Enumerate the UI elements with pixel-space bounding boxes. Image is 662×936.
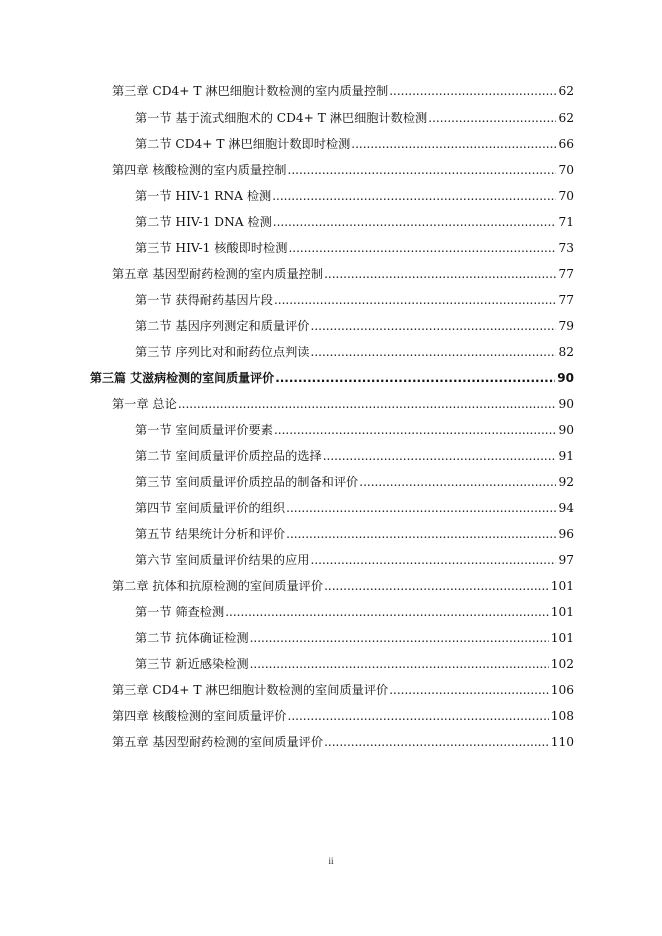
toc-entry-page: 79: [558, 319, 574, 333]
dot-leader: [274, 422, 557, 438]
toc-entry[interactable]: [135, 110, 574, 126]
toc-entry-page: 66: [558, 137, 574, 151]
dot-leader: [323, 448, 557, 464]
toc-entry-page: 71: [558, 215, 574, 229]
toc-entry[interactable]: [135, 604, 574, 620]
toc-entry-page: 62: [558, 111, 574, 125]
toc-entry-page: 82: [558, 345, 574, 359]
toc-entry-label: 第五章 基因型耐药检测的室内质量控制: [112, 267, 324, 281]
toc-entry-page: 101: [550, 631, 574, 645]
toc-entry-page: 106: [550, 683, 574, 697]
toc-entry[interactable]: [135, 656, 574, 672]
toc-entry-label: 第六节 室间质量评价结果的应用: [135, 553, 310, 567]
toc-entry[interactable]: [135, 292, 574, 308]
toc-entry-page: 92: [558, 475, 574, 489]
toc-entry-page: 90: [558, 397, 574, 411]
toc-entry-label: 第一节 室间质量评价要素: [135, 423, 273, 437]
toc-entry[interactable]: [135, 214, 574, 230]
toc-entry-label: 第五节 结果统计分析和评价: [135, 527, 286, 541]
dot-leader: [389, 682, 549, 698]
toc-entry-label: 第二节 HIV-1 DNA 检测: [135, 215, 272, 229]
toc-entry-page: 73: [558, 241, 574, 255]
toc-entry[interactable]: [112, 83, 574, 99]
page-number-footer: ii: [328, 856, 334, 866]
toc-entry[interactable]: [135, 344, 574, 360]
toc-entry-page: 97: [558, 553, 574, 567]
toc-entry[interactable]: [135, 136, 574, 152]
dot-leader: [324, 266, 556, 282]
toc-entry[interactable]: [135, 474, 574, 490]
dot-leader: [288, 708, 549, 724]
dot-leader: [250, 630, 549, 646]
toc-entry[interactable]: [112, 708, 574, 724]
dot-leader: [311, 552, 557, 568]
toc-entry-label: 第三节 序列比对和耐药位点判读: [135, 345, 310, 359]
dot-leader: [324, 578, 549, 594]
toc-entry-page: 102: [550, 657, 574, 671]
toc-entry-page: 108: [550, 709, 574, 723]
dot-leader: [275, 370, 555, 386]
toc-entry-label: 第三章 CD4+ T 淋巴细胞计数检测的室内质量控制: [112, 84, 389, 98]
toc-entry[interactable]: [135, 526, 574, 542]
toc-entry-label: 第二节 抗体确证检测: [135, 631, 249, 645]
toc-entry-page: 77: [558, 293, 574, 307]
toc-entry[interactable]: [135, 240, 574, 256]
toc-entry-label: 第一节 HIV-1 RNA 检测: [135, 189, 272, 203]
dot-leader: [286, 526, 556, 542]
toc-entry[interactable]: [135, 500, 574, 516]
toc-entry-label: 第二节 基因序列测定和质量评价: [135, 319, 310, 333]
toc-entry-page: 62: [558, 84, 574, 98]
toc-entry-label: 第一章 总论: [112, 397, 177, 411]
toc-entry[interactable]: [112, 682, 574, 698]
toc-entry[interactable]: [135, 448, 574, 464]
dot-leader: [225, 604, 549, 620]
toc-entry-label: 第三节 新近感染检测: [135, 657, 249, 671]
toc-entry[interactable]: [112, 266, 574, 282]
toc-entry[interactable]: [135, 552, 574, 568]
dot-leader: [311, 344, 557, 360]
toc-entry[interactable]: [135, 318, 574, 334]
dot-leader: [288, 162, 557, 178]
toc-entry-page: 90: [558, 423, 574, 437]
toc-entry-page: 101: [550, 605, 574, 619]
toc-entry-label: 第四章 核酸检测的室间质量评价: [112, 709, 287, 723]
toc-entry-label: 第四节 室间质量评价的组织: [135, 501, 286, 515]
dot-leader: [274, 292, 557, 308]
toc-entry-label: 第一节 筛查检测: [135, 605, 225, 619]
toc-entry-label: 第三篇 艾滋病检测的室间质量评价: [90, 371, 275, 385]
toc-entry-label: 第二节 CD4+ T 淋巴细胞计数即时检测: [135, 137, 351, 151]
toc-entry-page: 90: [557, 371, 574, 385]
toc-entry-label: 第三节 HIV-1 核酸即时检测: [135, 241, 288, 255]
toc-entry-page: 110: [550, 735, 574, 749]
toc-entry[interactable]: [112, 162, 574, 178]
toc-part-entry[interactable]: [90, 370, 574, 386]
dot-leader: [351, 136, 556, 152]
toc-entry-label: 第三章 CD4+ T 淋巴细胞计数检测的室间质量评价: [112, 683, 389, 697]
toc-entry-page: 70: [558, 189, 574, 203]
toc-entry[interactable]: [135, 422, 574, 438]
dot-leader: [273, 214, 557, 230]
toc-entry-label: 第三节 室间质量评价质控品的制备和评价: [135, 475, 359, 489]
dot-leader: [286, 500, 556, 516]
toc-entry-page: 91: [558, 449, 574, 463]
dot-leader: [250, 656, 549, 672]
toc-entry-label: 第二章 抗体和抗原检测的室间质量评价: [112, 579, 324, 593]
toc-entry-label: 第五章 基因型耐药检测的室间质量评价: [112, 735, 324, 749]
toc-entry[interactable]: [112, 578, 574, 594]
toc-entry[interactable]: [135, 188, 574, 204]
toc-entry-label: 第一节 基于流式细胞术的 CD4+ T 淋巴细胞计数检测: [135, 111, 428, 125]
dot-leader: [272, 188, 556, 204]
toc-entry-page: 70: [558, 163, 574, 177]
toc-entry[interactable]: [112, 396, 574, 412]
toc-entry-page: 94: [558, 501, 574, 515]
toc-entry[interactable]: [135, 630, 574, 646]
dot-leader: [324, 734, 549, 750]
dot-leader: [389, 83, 556, 99]
toc-entry-label: 第一节 获得耐药基因片段: [135, 293, 273, 307]
toc-entry-label: 第四章 核酸检测的室内质量控制: [112, 163, 287, 177]
dot-leader: [428, 110, 556, 126]
toc-entry-label: 第二节 室间质量评价质控品的选择: [135, 449, 322, 463]
toc-entry-page: 77: [558, 267, 574, 281]
dot-leader: [311, 318, 557, 334]
toc-entry-page: 96: [558, 527, 574, 541]
toc-entry-page: 101: [550, 579, 574, 593]
dot-leader: [359, 474, 556, 490]
toc-entry[interactable]: [112, 734, 574, 750]
dot-leader: [178, 396, 557, 412]
dot-leader: [288, 240, 556, 256]
